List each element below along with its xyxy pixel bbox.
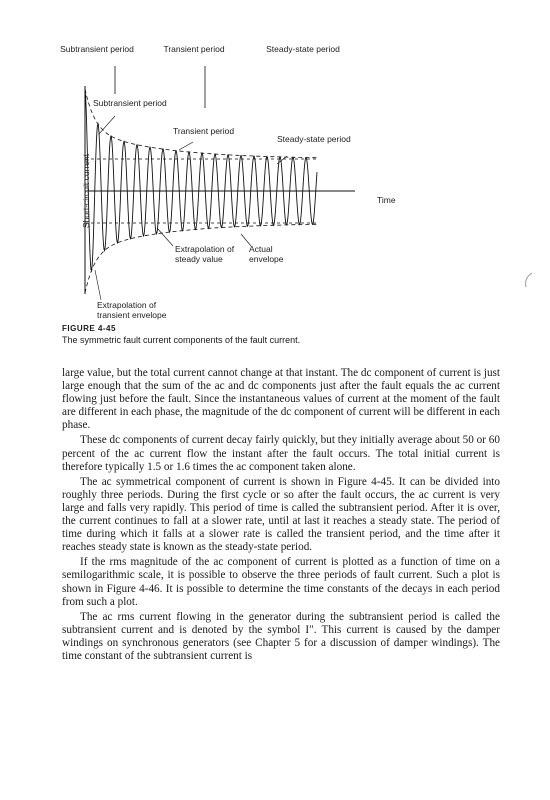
- paragraph-1: large value, but the total current cannot change at that instant. The dc component of current is just large enough that the sum of the ac and dc components just after the fault equals the ac current flowing just before the fault. Since the instantaneous values of current at the moment of the fault are different in each phase, the magnitude of the dc component of current will be different in each phase.: [62, 367, 500, 432]
- label-transient-period: Transient period: [173, 126, 235, 136]
- figure-caption: [62, 324, 502, 345]
- label-transient-period-top: Transient period: [163, 44, 225, 54]
- body-text: [62, 367, 500, 665]
- label-steady-state-period: Steady-state period: [277, 134, 351, 144]
- page-edge-mark: [522, 272, 534, 288]
- leader-extrap-transient: [95, 270, 101, 300]
- label-steady-state-period-top: Steady-state period: [266, 44, 340, 54]
- label-current-axis: Short-circuit current: [81, 153, 92, 229]
- label-extrapolation-steady: Extrapolation of steady value: [175, 244, 235, 264]
- paragraph-3: The ac symmetrical component of current is shown in Figure 4-45. It can be divided into roughly three periods. During the first cycle or so after the fault occurs, the ac current is very large and falls very rapidly. This period of time is called the subtransient period. After it is over, the current continues to fall at a slower rate, until at last it reaches a steady state. The period of time during which it falls at a slower rate is called the transient period, and the time after it reaches steady state is known as the steady-state period.: [62, 475, 500, 554]
- leader-extrap-steady: [157, 228, 173, 246]
- fault-current-plot: [55, 38, 495, 328]
- label-subtransient-period: Subtransient period: [93, 98, 167, 108]
- figure-number: FIGURE 4-45: [62, 324, 116, 333]
- leader-transient: [179, 142, 193, 150]
- paragraph-2: These dc components of current decay fairly quickly, but they initially average about 50 or 60 percent of the ac current flow the instant after the fault occurs. The total initial current is therefore typically 1.5 or 1.6 times the ac component taken alone.: [62, 434, 500, 473]
- paragraph-5: The ac rms current flowing in the generator during the subtransient period is called the subtransient current and is denoted by the symbol I″. This current is caused by the damper windings on synchronous generators (see Chapter 5 for a discussion of damper windings). The time constant of the subtransient current is: [62, 610, 500, 662]
- label-extrapolation-transient: Extrapolation of transient envelope: [97, 300, 167, 320]
- label-actual-envelope: Actual envelope: [249, 244, 284, 264]
- paragraph-4: If the rms magnitude of the ac component of current is plotted as a function of time on a semilogarithmic scale, it is possible to observe the three periods of fault current. Such a plot is shown in Figure 4-46. It is possible to determine the time constants of the decays in each period from such a plot.: [62, 556, 500, 608]
- label-time-axis: Time: [377, 195, 396, 205]
- figure-caption-text: The symmetric fault current components of the fault current.: [62, 335, 301, 345]
- leader-subtransient: [99, 116, 115, 134]
- label-subtransient-period-top: Subtransient period: [60, 44, 134, 54]
- fault-current-figure: [55, 38, 495, 338]
